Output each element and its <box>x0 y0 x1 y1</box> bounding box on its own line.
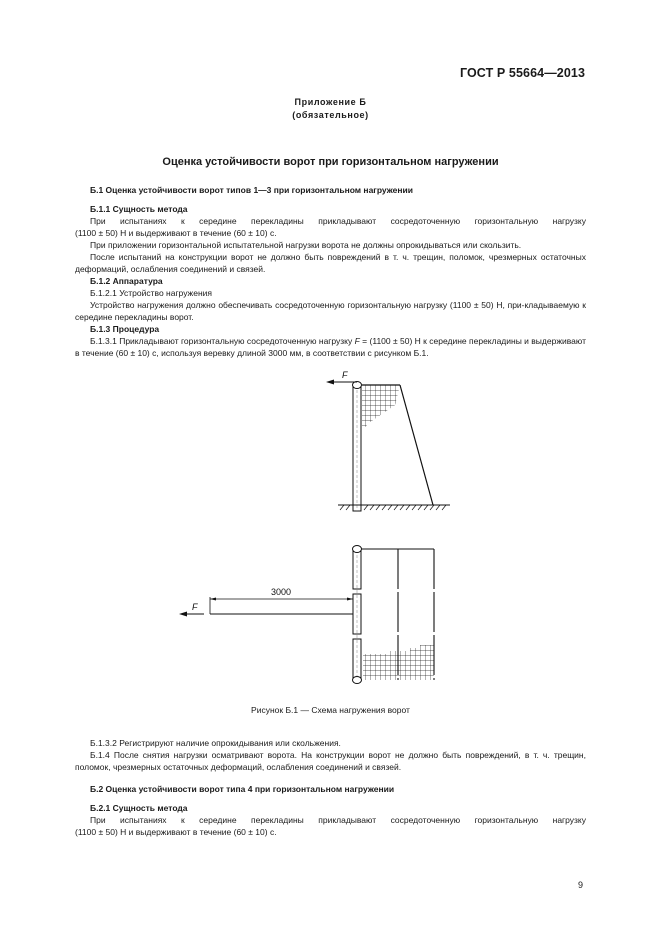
section-b2-heading: Б.2 Оценка устойчивости ворот типа 4 при горизонтальном нагружении <box>90 784 395 794</box>
force-variable: F <box>354 336 360 346</box>
annex-title: Приложение Б <box>294 97 367 107</box>
b1-1-paragraph-1-line-1: При испытаниях к середине перекладины прикладывают сосредоточенную горизонтальную нагрузку <box>90 216 586 226</box>
section-b2 <box>75 783 586 838</box>
b1-1-paragraph-2: При приложении горизонтальной испытательной нагрузки ворота не должны опрокидываться или скользить. <box>90 240 522 250</box>
b1-1-paragraph-1-line-2: (1100 ± 50) Н и выдерживают в течение (60 ± 10) с. <box>75 228 277 238</box>
b1-3-1-paragraph <box>75 335 586 359</box>
figure-top-view <box>170 535 450 695</box>
b1-2-1-paragraph: Устройство нагружения должно обеспечивать сосредоточенную горизонтальную нагрузку (1100 ± 50) Н, при-кладываемую к середине перекладины ворот. <box>75 300 586 322</box>
page-number: 9 <box>577 880 583 890</box>
section-b1-heading: Б.1 Оценка устойчивости ворот типов 1—3 при горизонтальном нагружении <box>90 185 413 195</box>
b1-2-heading: Б.1.2 Аппаратура <box>90 276 163 286</box>
figure-side-view <box>300 360 480 520</box>
b1-2-1-heading: Б.1.2.1 Устройство нагружения <box>90 288 212 298</box>
annex-status: (обязательное) <box>292 110 369 120</box>
annex-heading <box>0 96 661 122</box>
section-b1 <box>75 184 586 359</box>
section-b1-continued <box>75 737 586 773</box>
b1-3-heading: Б.1.3 Процедура <box>90 324 160 334</box>
figure-caption: Рисунок Б.1 — Схема нагружения ворот <box>251 705 410 715</box>
b1-3-1-text-pre: Б.1.3.1 Прикладывают горизонтальную сосредоточенную нагрузку <box>90 336 355 346</box>
force-label-bottom: F <box>192 602 198 612</box>
b1-1-heading: Б.1.1 Сущность метода <box>90 204 188 214</box>
b1-3-1-text-post: = (1100 ± 50) Н к середине перекладины и выдерживают в течение (60 ± 10) с, используя веревку длиной 3000 мм, в соответствии с рисунком Б.1. <box>75 336 586 358</box>
standard-id-header: ГОСТ Р 55664—2013 <box>459 66 585 80</box>
b2-1-heading: Б.2.1 Сущность метода <box>90 803 188 813</box>
b1-3-2-paragraph: Б.1.3.2 Регистрируют наличие опрокидывания или скольжения. <box>90 738 341 748</box>
dimension-label: 3000 <box>271 587 292 597</box>
b1-1-paragraph-3: После испытаний на конструкции ворот не должно быть повреждений в т. ч. трещин, поломок, чрезмерных остаточных деформаций, ослабления соединений и связей. <box>75 252 586 274</box>
force-label-top: F <box>342 370 348 380</box>
b2-1-paragraph-line-1: При испытаниях к середине перекладины прикладывают сосредоточенную горизонтальную нагрузку <box>90 815 586 825</box>
b1-4-paragraph: Б.1.4 После снятия нагрузки осматривают ворота. На конструкции ворот не должно быть повреждений, в т. ч. трещин, поломок, чрезмерных остаточных деформаций, ослабления соединений и связей. <box>75 750 586 772</box>
b2-1-paragraph-line-2: (1100 ± 50) Н и выдерживают в течение (60 ± 10) с. <box>75 827 277 837</box>
page-title: Оценка устойчивости ворот при горизонтальном нагружении <box>162 156 499 168</box>
